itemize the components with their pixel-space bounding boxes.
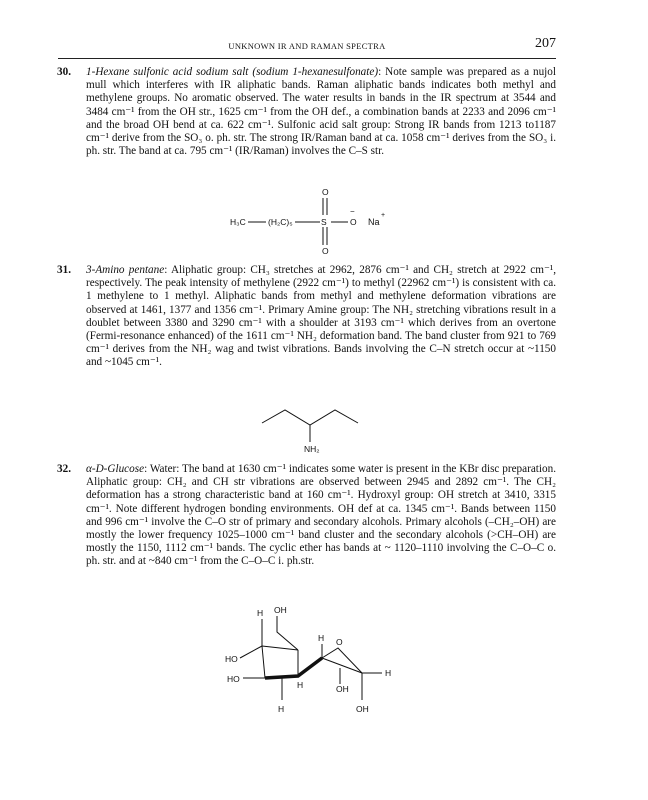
page-number: 207	[535, 36, 556, 51]
entry-title: α-D-Glucose	[86, 463, 145, 475]
label-na: Na	[368, 217, 380, 227]
entry-paragraph	[57, 66, 556, 158]
label-ho-mid: HO	[227, 674, 240, 684]
running-title: UNKNOWN IR AND RAMAN SPECTRA	[228, 41, 386, 51]
label-h-ring: H	[318, 633, 325, 643]
ring-bond	[322, 658, 362, 673]
label-oh-bottom: OH	[356, 704, 369, 714]
label-h-inner: H	[297, 680, 304, 690]
label-h-bottom: H	[278, 704, 285, 714]
ring-back-edge	[262, 646, 298, 650]
entry-text: : Note sample was prepared as a nujol mull which interferes with IR aliphatic bands. Raman aliphatic bands indicates both methyl and methylene groups. No aromatic observed. The water results in bands in the IR spectrum at 3544 and 3484 cm⁻¹ from the OH str., 1625 cm⁻¹ from the OH def., a combination bands at 2233 and 2096 cm⁻¹ and the broad OH bend at ca. 622 cm⁻¹. Sulfonic acid salt group: Strong IR bands from 1213 to1187 cm⁻¹ derive from the SO₃ o. ph. str. The strong IR/Raman band at ca. 1058 cm⁻¹ derives from the SO₃ i. ph. str. The band at ca. 795 cm⁻¹ (IR/Raman) involves the C–S str.	[86, 66, 556, 158]
ring-front-edge	[265, 658, 322, 678]
entry-text: : Aliphatic group: CH₃ stretches at 2962, 2876 cm⁻¹ and CH₂ stretch at 2922 cm⁻¹, respectively. The peak intensity of methylene (2922 cm⁻¹) to methyl (22962 cm⁻¹) is consistent with ca. 1 methylene to 1 methyl. Aliphatic bands from methyl and methylene deformation vibrations are observed at 1461, 1377 and 1356 cm⁻¹. Primary Amine group: The NH₂ stretching vibrations result in a doublet between 3380 and 3290 cm⁻¹ with a shoulder at 3193 cm⁻¹ which derives from an overtone (Fermi-resonance enhanced) of the 1611 cm⁻¹ NH₂ deformation band. The band cluster from 921 to 769 cm⁻¹ derives from the NH₂ wag and twist vibrations. Bands involving the C–N stretch occur at ~1150 and ~1045 cm⁻¹.	[86, 264, 556, 369]
label-h3c: H₃C	[230, 217, 246, 227]
label-h2c5: (H₂C)₅	[268, 217, 293, 227]
page-header	[58, 36, 556, 59]
structure-hexanesulfonate	[200, 185, 420, 255]
entry-text: : Water: The band at 1630 cm⁻¹ indicates some water is present in the KBr disc preparation. Aliphatic group: CH₂ and CH str vibrations are observed between 2945 and 2892 cm⁻¹. The CH₂ deformation has a strong characteristic band at 160 cm⁻¹. Hydroxyl group: OH stretch at 3410, 3315 cm⁻¹. Note different hydrogen bonding environments. OH def at ca. 1345 cm⁻¹. Bands between 1150 and 996 cm⁻¹ involve the C–O str of primary and secondary alcohols. Primary alcohols (–CH₂–OH) are mostly the lower frequency 1025–1000 cm⁻¹ band cluster and the secondary alcohols (>CH–OH) are mostly the 1150, 1112 cm⁻¹ bands. The cyclic ether has bands at ~ 1120–1110 involving the C–O–C o. ph. str. and at ~840 cm⁻¹ from the C–O–C i. ph.str.	[86, 463, 556, 568]
structure-alpha-d-glucose	[220, 598, 400, 718]
bond	[240, 646, 262, 658]
entry-number: 32.	[57, 463, 71, 475]
ch2oh-bond	[277, 616, 298, 650]
entry-31	[57, 264, 556, 370]
entry-paragraph	[57, 264, 556, 370]
label-h-right: H	[385, 668, 392, 678]
entry-number: 31.	[57, 264, 71, 276]
entry-number: 30.	[57, 66, 71, 78]
entry-title: 3-Amino pentane	[86, 264, 165, 276]
entry-paragraph	[57, 463, 556, 569]
label-minus: −	[350, 207, 355, 216]
label-ho-left: HO	[225, 654, 238, 664]
carbon-chain	[262, 410, 358, 425]
structure-3-aminopentane	[260, 395, 380, 457]
entry-32	[57, 463, 556, 569]
label-nh2: NH₂	[304, 444, 320, 454]
entry-30	[57, 66, 556, 158]
label-s: S	[321, 217, 327, 227]
label-o-bottom: O	[322, 246, 329, 256]
label-oh-inner: OH	[336, 684, 349, 694]
label-o-top: O	[322, 187, 329, 197]
label-o-minus: O	[350, 217, 357, 227]
label-oh-top: OH	[274, 605, 287, 615]
label-o-ring: O	[336, 637, 343, 647]
label-h-top: H	[257, 608, 264, 618]
ring-outline	[262, 646, 362, 678]
entry-title: 1-Hexane sulfonic acid sodium salt (sodium 1-hexanesulfonate)	[86, 66, 379, 78]
label-plus: +	[381, 212, 386, 219]
